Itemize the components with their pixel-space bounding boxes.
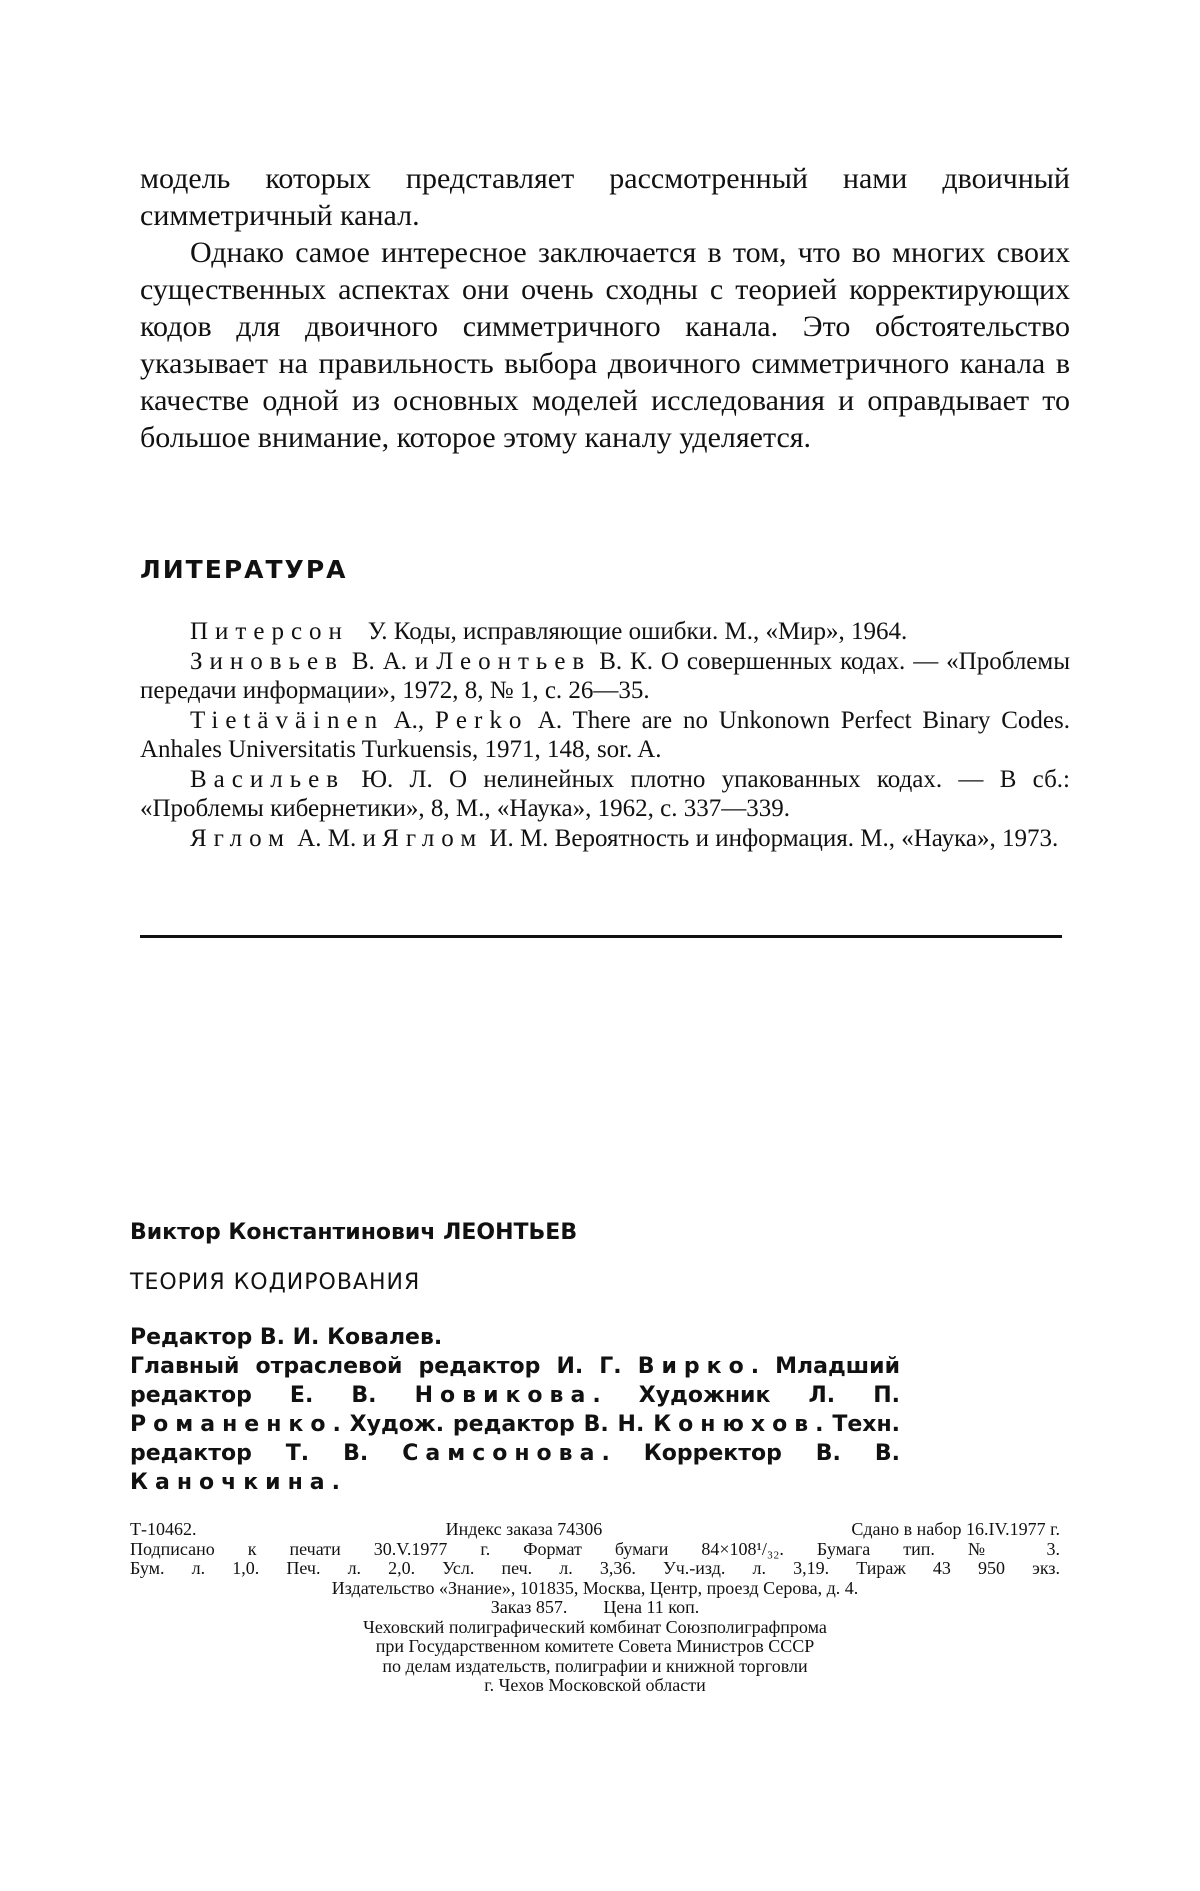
- credit-name: Романенко: [130, 1412, 333, 1437]
- imprint-field: Цена 11 коп.: [603, 1597, 700, 1617]
- paragraph: Однако самое интересное заключается в том, что во многих своих существенных аспектах они очень сходны с теорией корректирующих кодов для двоичного симметричного канала. Это обстоятельство указывает на правильность выбора двоичного симметричного канала в качестве одной из основных моделей исследования и оправдывает то большое внимание, которое этому каналу уделяется.: [140, 236, 1070, 454]
- imprint-field: Заказ 857.: [490, 1597, 568, 1617]
- credit-text: Главный отраслевой редактор И. Г.: [130, 1354, 622, 1379]
- credit-text: Редактор В. И. Ковалев.: [130, 1325, 443, 1350]
- book-title: ТЕОРИЯ КОДИРОВАНИЯ: [130, 1270, 421, 1295]
- credit-name: Конюхов: [653, 1412, 816, 1437]
- reference-text: У. Коды, исправляющие ошибки. М., «Мир», 1964.: [367, 618, 908, 645]
- credit-text: . Корректор В. В.: [601, 1441, 900, 1466]
- reference-item: [140, 706, 1070, 765]
- imprint-line: по делам издательств, полиграфии и книжной торговли: [382, 1655, 808, 1676]
- reference-text: В. А. и: [351, 647, 429, 675]
- reference-text: И. М. Вероятность и информация. М., «Наука», 1973.: [489, 824, 1059, 852]
- imprint: [130, 1520, 1060, 1696]
- literature-heading: ЛИТЕРАТУРА: [140, 555, 348, 584]
- imprint-line: Подписано к печати 30.V.1977 г. Формат бумаги 84×108¹/₃₂. Бумага тип. № 3.: [130, 1538, 1060, 1559]
- imprint-line: [130, 1520, 1060, 1540]
- reference-author: Perko: [435, 706, 529, 734]
- imprint-line: Бум. л. 1,0. Печ. л. 2,0. Усл. печ. л. 3,36. Уч.-изд. л. 3,19. Тираж 43 950 экз.: [130, 1558, 1060, 1578]
- credit-text: . Техн. редактор Т. В.: [130, 1412, 901, 1466]
- imprint-field: Т-10462.: [130, 1519, 197, 1539]
- reference-item: [140, 765, 1070, 824]
- reference-text: А. М. и: [297, 824, 376, 852]
- credit-text: . Художник Л. П.: [592, 1383, 900, 1408]
- book-author: Виктор Константинович ЛЕОНТЬЕВ: [130, 1220, 578, 1245]
- reference-item: [140, 617, 1070, 647]
- horizontal-rule: [140, 935, 1062, 938]
- reference-author: Питерсон: [190, 618, 349, 645]
- editorial-credits: [130, 1323, 900, 1497]
- imprint-line: при Государственном комитете Совета Министров СССР: [375, 1636, 815, 1656]
- credit-name: Каночкина: [130, 1470, 332, 1495]
- credit-name: Новикова: [414, 1383, 593, 1408]
- paragraph-continued: модель которых представляет рассмотренный нами двоичный симметричный канал.: [140, 162, 1070, 232]
- imprint-field: Сдано в набор 16.IV.1977 г.: [851, 1519, 1060, 1539]
- imprint-line: [130, 1598, 1060, 1618]
- imprint-line: Издательство «Знание», 101835, Москва, Центр, проезд Серова, д. 4.: [331, 1577, 859, 1598]
- reference-text: Ю. Л. О нелинейных плотно упакованных кодах. — В сб.: «Проблемы кибернетики», 8, М., «Наука», 1962, с. 337—339.: [140, 765, 1071, 822]
- reference-author: Васильев: [190, 765, 346, 793]
- reference-author: Яглом: [382, 824, 484, 852]
- credit-name: Вирко: [637, 1354, 751, 1379]
- reference-author: Зиновьев: [190, 647, 344, 675]
- reference-author: Tietäväinen: [190, 706, 385, 734]
- reference-item: [140, 824, 1070, 854]
- credit-name: Самсонова: [402, 1441, 602, 1466]
- credit-text: . Младший редактор Е. В.: [130, 1354, 900, 1408]
- credit-text: .: [331, 1470, 340, 1495]
- imprint-field: Индекс заказа 74306: [445, 1519, 603, 1539]
- reference-text: A.,: [393, 706, 425, 734]
- reference-list: [140, 617, 1070, 853]
- imprint-line: г. Чехов Московской области: [484, 1675, 706, 1695]
- imprint-line: Чеховский полиграфический комбинат Союзполиграфпрома: [363, 1616, 827, 1637]
- reference-author: Леонтьев: [436, 647, 592, 675]
- reference-text: A. There are no Unkonown Perfect Binary Codes. Anhales Universitatis Turkuensis, 1971, 148, sor. A.: [140, 706, 1071, 763]
- reference-item: [140, 647, 1070, 706]
- reference-text: В. К. О совершенных кодах. — «Проблемы передачи информации», 1972, 8, № 1, с. 26—35.: [140, 647, 1071, 704]
- colophon: [130, 1220, 901, 1495]
- body-text: [140, 160, 1070, 456]
- reference-author: Яглом: [190, 824, 291, 852]
- credit-text: . Худож. редактор В. Н.: [332, 1412, 645, 1437]
